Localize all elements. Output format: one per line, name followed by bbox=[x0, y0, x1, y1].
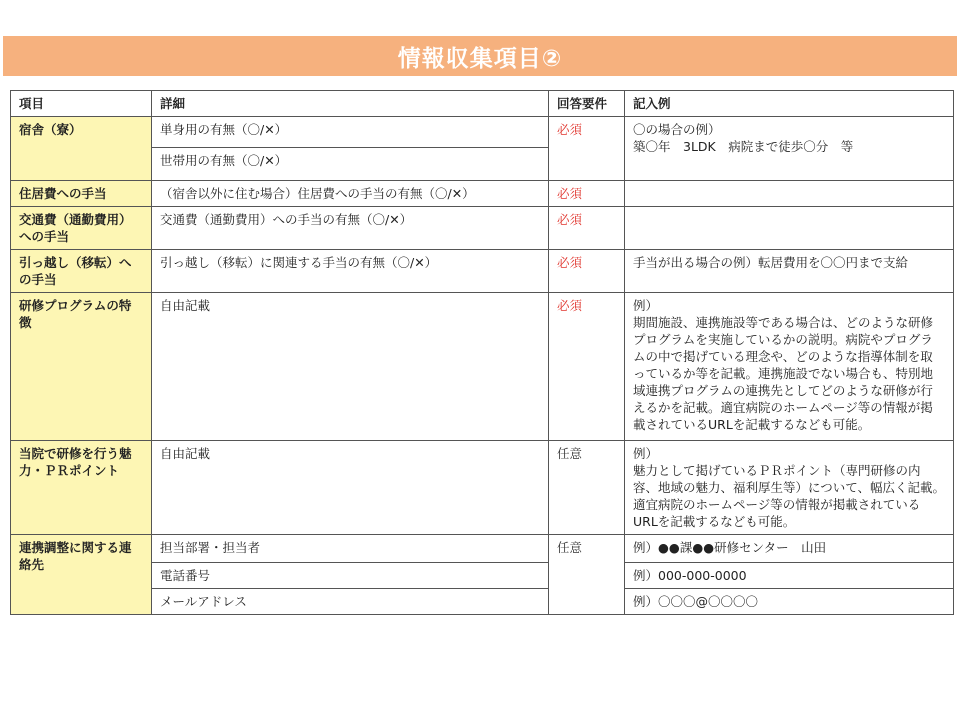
item-cell: 交通費（通勤費用）への手当 bbox=[11, 207, 152, 250]
detail-cell: 交通費（通勤費用）への手当の有無（〇/✕） bbox=[152, 207, 549, 250]
header-example: 記入例 bbox=[625, 91, 954, 117]
item-cell: 宿舎（寮） bbox=[11, 117, 152, 181]
example-cell: 例） 期間施設、連携施設等である場合は、どのような研修プログラムを実施しているかの説明。病院やプログラムの中で掲げている理念や、どのような指導体制を取っているか等を記載。連携施設でない場合も、特別地域連携プログラムの連携先としてどのような研修が行えるかを記載。適宜病院のホームページ等の情報が掲載されているURLを記載するなども可能。 bbox=[625, 293, 954, 441]
header-row bbox=[11, 91, 954, 117]
header-requirement: 回答要件 bbox=[549, 91, 625, 117]
table-row bbox=[11, 563, 954, 589]
detail-cell: 世帯用の有無（〇/✕） bbox=[152, 148, 549, 181]
title-bar bbox=[3, 36, 957, 76]
info-table bbox=[10, 90, 954, 615]
page-title: 情報収集項目② bbox=[397, 45, 563, 72]
table-row bbox=[11, 535, 954, 563]
example-cell: 例）●●課●●研修センター 山田 bbox=[625, 535, 954, 563]
example-cell: 例） 魅力として掲げているＰＲポイント（専門研修の内容、地域の魅力、福利厚生等）について、幅広く記載。適宜病院のホームページ等の情報が掲載されているURLを記載するなども可能。 bbox=[625, 441, 954, 535]
item-cell: 連携調整に関する連絡先 bbox=[11, 535, 152, 615]
detail-cell: 自由記載 bbox=[152, 293, 549, 441]
item-cell: 当院で研修を行う魅力・ＰＲポイント bbox=[11, 441, 152, 535]
requirement-cell: 必須 bbox=[549, 181, 625, 207]
example-cell: 〇の場合の例） 築〇年 3LDK 病院まで徒歩〇分 等 bbox=[625, 117, 954, 181]
detail-cell: 担当部署・担当者 bbox=[152, 535, 549, 563]
table-row bbox=[11, 293, 954, 441]
detail-cell: 単身用の有無（〇/✕） bbox=[152, 117, 549, 148]
detail-cell: メールアドレス bbox=[152, 589, 549, 615]
example-cell: 手当が出る場合の例）転居費用を〇〇円まで支給 bbox=[625, 250, 954, 293]
header-item: 項目 bbox=[11, 91, 152, 117]
item-cell: 引っ越し（移転）への手当 bbox=[11, 250, 152, 293]
table-row bbox=[11, 250, 954, 293]
table-row bbox=[11, 589, 954, 615]
requirement-cell: 必須 bbox=[549, 250, 625, 293]
item-cell: 研修プログラムの特徴 bbox=[11, 293, 152, 441]
detail-cell: （宿舎以外に住む場合）住居費への手当の有無（〇/✕） bbox=[152, 181, 549, 207]
detail-cell: 自由記載 bbox=[152, 441, 549, 535]
detail-cell: 引っ越し（移転）に関連する手当の有無（〇/✕） bbox=[152, 250, 549, 293]
header-detail: 詳細 bbox=[152, 91, 549, 117]
requirement-cell: 任意 bbox=[549, 441, 625, 535]
requirement-cell: 任意 bbox=[549, 535, 625, 615]
table-row bbox=[11, 181, 954, 207]
requirement-cell: 必須 bbox=[549, 293, 625, 441]
requirement-cell: 必須 bbox=[549, 207, 625, 250]
example-cell: 例）〇〇〇@〇〇〇〇 bbox=[625, 589, 954, 615]
example-cell: 例）000-000-0000 bbox=[625, 563, 954, 589]
table-row bbox=[11, 117, 954, 148]
item-cell: 住居費への手当 bbox=[11, 181, 152, 207]
table-row bbox=[11, 207, 954, 250]
example-cell bbox=[625, 181, 954, 207]
detail-cell: 電話番号 bbox=[152, 563, 549, 589]
example-cell bbox=[625, 207, 954, 250]
table-row bbox=[11, 441, 954, 535]
requirement-cell: 必須 bbox=[549, 117, 625, 181]
